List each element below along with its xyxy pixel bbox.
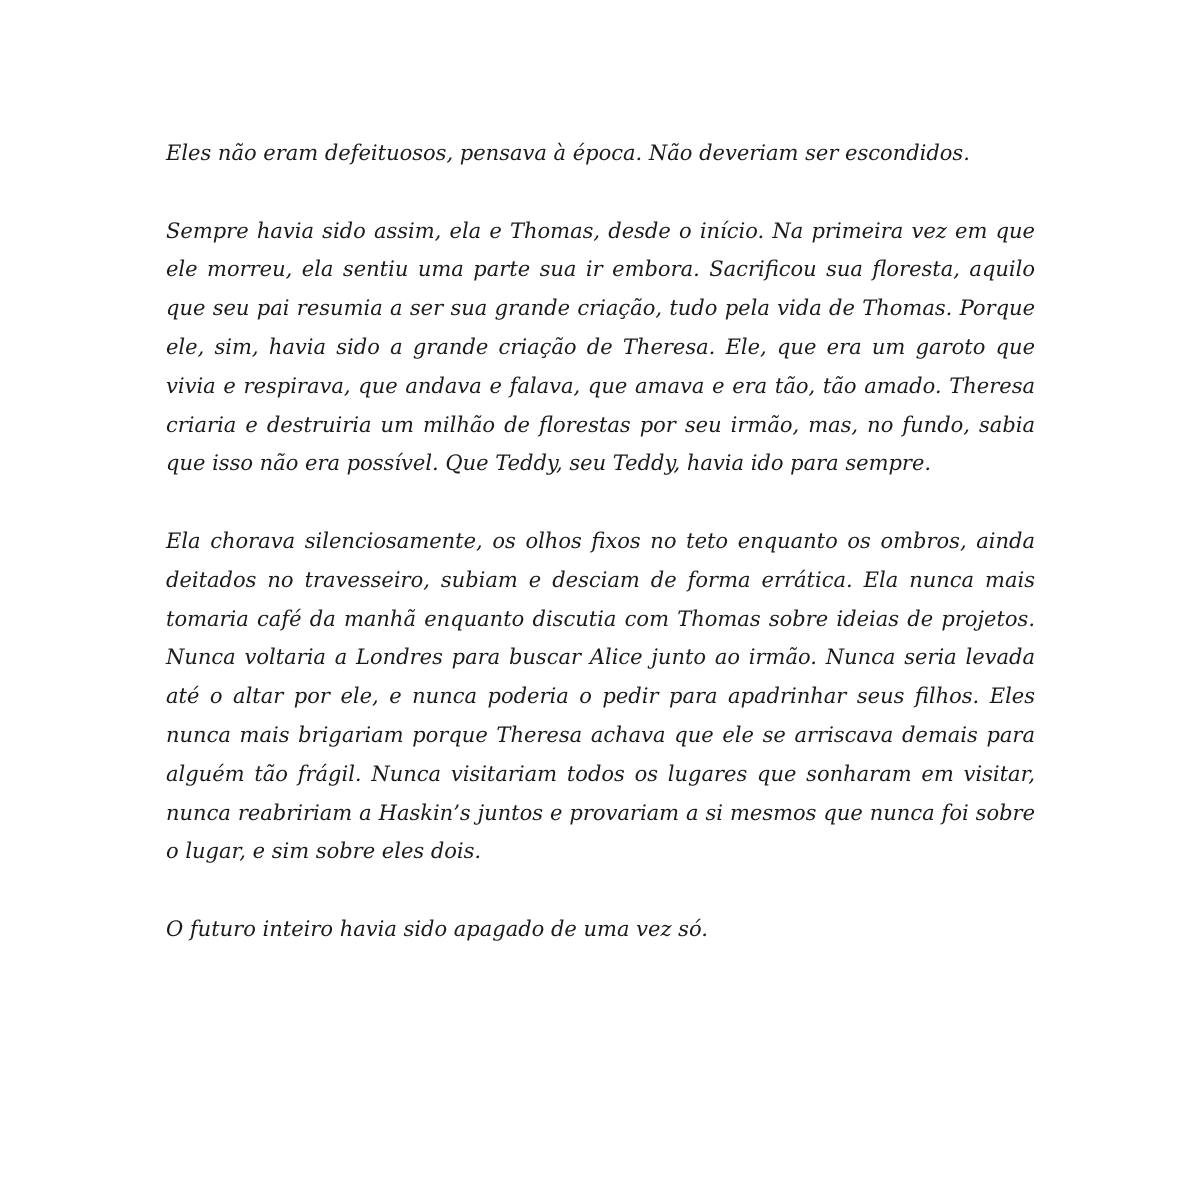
paragraph-2: Sempre havia sido assim, ela e Thomas, desde o início. Na primeira vez em que ele morreu, ela sentiu uma parte sua ir embora. Sacrificou sua floresta, aquilo que seu pai resumia a ser sua grande criação, tudo pela vida de Thomas. Porque ele, sim, havia sido a grande criação de Theresa. Ele, que era um garoto que vivia e respirava, que andava e falava, que amava e era tão, tão amado. Theresa criaria e destruiria um milhão de florestas por seu irmão, mas, no fundo, sabia que isso não era possível. Que Teddy, seu Teddy, havia ido para sempre. <box>166 218 1035 476</box>
body-text <box>166 134 1035 949</box>
paragraph-1: Eles não eram defeituosos, pensava à época. Não deveriam ser escondidos. <box>166 141 970 165</box>
paragraph-4: O futuro inteiro havia sido apagado de uma vez só. <box>166 916 708 941</box>
paragraph-3: Ela chorava silenciosamente, os olhos fixos no teto enquanto os ombros, ainda deitados no travesseiro, subiam e desciam de forma errática. Ela nunca mais tomaria café da manhã enquanto discutia com Thomas sobre ideias de projetos. Nunca voltaria a Londres para buscar Alice junto ao irmão. Nunca seria levada até o altar por ele, e nunca poderia o pedir para apadrinhar seus filhos. Eles nunca mais brigariam porque Theresa achava que ele se arriscava demais para alguém tão frágil. Nunca visitariam todos os lugares que sonharam em visitar, nunca reabririam a Haskin’s juntos e provariam a si mesmos que nunca foi sobre o lugar, e sim sobre eles dois. <box>166 528 1035 864</box>
